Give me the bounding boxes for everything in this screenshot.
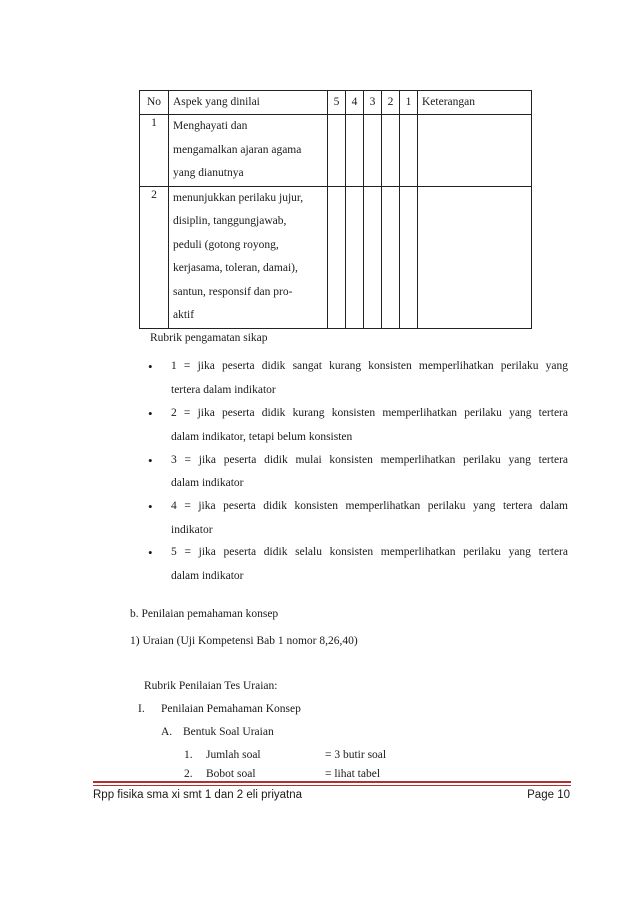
header-score-5: 5 [328, 91, 346, 115]
aspect-cell [169, 186, 328, 328]
section-1-heading: 1) Uraian (Uji Kompetensi Bab 1 nomor 8,26,40) [130, 635, 358, 647]
footer-divider [93, 781, 571, 783]
roman-numeral: I. [138, 703, 145, 715]
score-cell [364, 115, 382, 187]
aspect-line: mengamalkan ajaran agama [173, 143, 302, 156]
rubric-sikap-title: Rubrik pengamatan sikap [150, 332, 268, 344]
list-value: = 3 butir soal [325, 749, 387, 761]
score-cell [382, 186, 400, 328]
list-value: = lihat tabel [325, 768, 381, 780]
list-label: Jumlah soal [206, 749, 261, 761]
score-cell [328, 186, 346, 328]
aspect-line: aktif [173, 309, 195, 321]
header-aspect: Aspek yang dinilai [169, 91, 328, 115]
rubric-item-line: 4 = jika peserta didik konsisten memperlihatkan perilaku yang tertera dalam [171, 500, 568, 512]
score-cell [346, 115, 364, 187]
table-row [140, 115, 532, 187]
header-score-2: 2 [382, 91, 400, 115]
section-b-heading: b. Penilaian pemahaman konsep [130, 608, 279, 620]
aspect-line: santun, responsif dan pro- [173, 285, 293, 298]
rubric-item-line: 5 = jika peserta didik selalu konsisten memperlihatkan perilaku yang tertera [171, 546, 568, 558]
footer-title: Rpp fisika sma xi smt 1 dan 2 eli priyatna [93, 789, 303, 801]
roman-heading: Penilaian Pemahaman Konsep [161, 703, 301, 715]
table-row [140, 186, 532, 328]
bullet-icon: • [148, 359, 153, 374]
header-keterangan: Keterangan [418, 91, 532, 115]
rubric-item-line: 1 = jika peserta didik sangat kurang konsisten memperlihatkan perilaku yang [171, 360, 568, 372]
score-cell [400, 186, 418, 328]
score-cell [382, 115, 400, 187]
rubric-item-line: 2 = jika peserta didik kurang konsisten memperlihatkan perilaku yang tertera [171, 407, 568, 419]
aspect-line: peduli (gotong royong, [173, 238, 279, 251]
aspect-line: menunjukkan perilaku jujur, [173, 191, 304, 204]
table-header-row [140, 91, 532, 115]
score-cell [346, 186, 364, 328]
score-cell [328, 115, 346, 187]
header-score-1: 1 [400, 91, 418, 115]
page-number: Page 10 [527, 789, 570, 801]
bullet-icon: • [148, 406, 153, 421]
score-cell [400, 115, 418, 187]
keterangan-cell [418, 115, 532, 187]
letter-marker: A. [161, 726, 173, 738]
rubric-item-line: 3 = jika peserta didik mulai konsisten memperlihatkan perilaku yang tertera [171, 454, 568, 466]
aspect-line: kerjasama, toleran, damai), [173, 262, 298, 274]
letter-heading: Bentuk Soal Uraian [183, 726, 274, 738]
header-no: No [140, 91, 169, 115]
header-score-3: 3 [364, 91, 382, 115]
aspect-line: disiplin, tanggungjawab, [173, 215, 287, 227]
rubric-item-line: dalam indikator [171, 477, 244, 489]
aspect-cell [169, 115, 328, 187]
score-cell [364, 186, 382, 328]
row-number: 1 [140, 115, 169, 187]
bullet-icon: • [148, 453, 153, 468]
list-label: Bobot soal [206, 768, 256, 780]
keterangan-cell [418, 186, 532, 328]
rubrik-uraian-title: Rubrik Penilaian Tes Uraian: [144, 680, 278, 692]
attitude-assessment-table [139, 90, 532, 329]
bullet-icon: • [148, 545, 153, 560]
footer-divider-thin [93, 785, 571, 786]
rubric-item-line: dalam indikator [171, 570, 244, 582]
aspect-line: yang dianutnya [173, 167, 244, 179]
rubric-item-line: indikator [171, 524, 213, 536]
bullet-icon: • [148, 499, 153, 514]
header-score-4: 4 [346, 91, 364, 115]
list-number: 1. [184, 749, 193, 761]
rubric-item-line: dalam indikator, tetapi belum konsisten [171, 431, 353, 443]
row-number: 2 [140, 186, 169, 328]
rubric-item-line: tertera dalam indikator [171, 384, 276, 396]
list-number: 2. [184, 768, 193, 780]
aspect-line: Menghayati dan [173, 120, 248, 132]
